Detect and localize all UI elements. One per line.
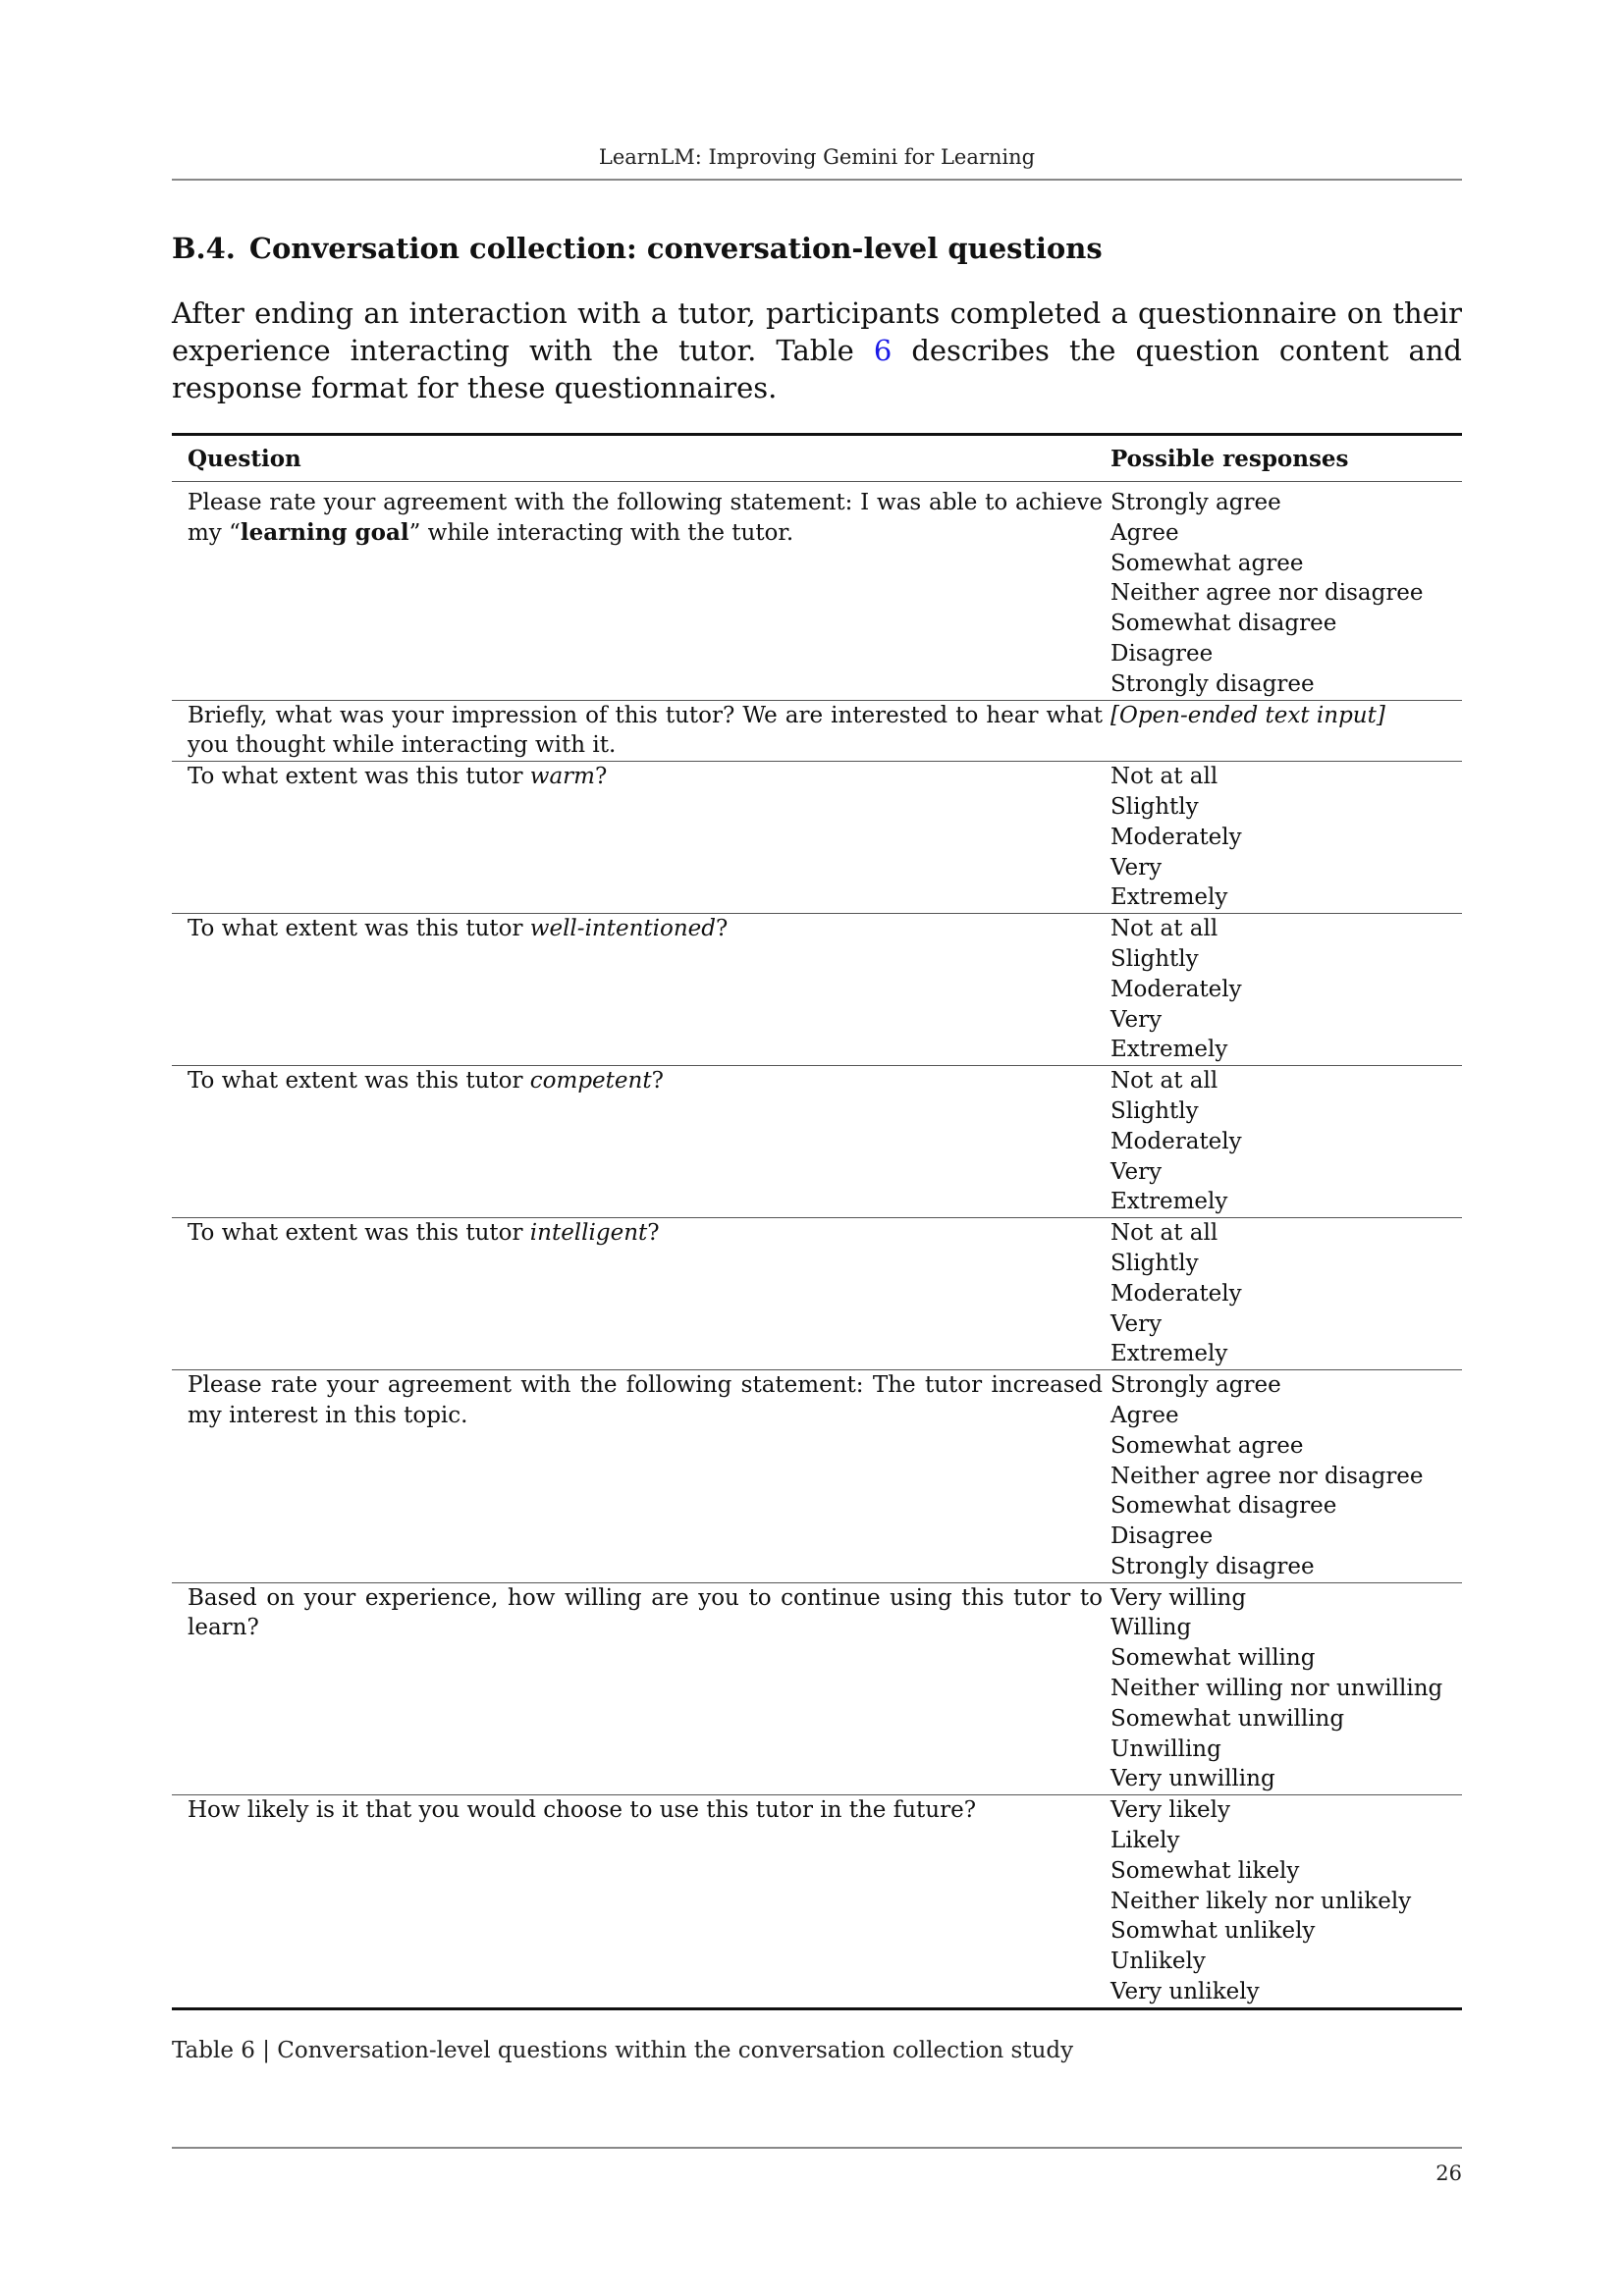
question-emphasis-italic: intelligent: [529, 1220, 648, 1247]
response-option: Agree: [1110, 519, 1179, 546]
running-header: LearnLM: Improving Gemini for Learning: [598, 145, 1036, 169]
response-option: Somewhat agree: [1110, 550, 1304, 576]
question-emphasis-italic: warm: [529, 764, 595, 790]
question-emphasis-bold: learning goal: [240, 518, 409, 546]
response-option: Moderately: [1110, 1280, 1242, 1307]
table-row: [172, 482, 1462, 701]
response-option: Likely: [1110, 1828, 1180, 1854]
response-option: Not at all: [1110, 764, 1218, 790]
question-cell: [172, 1370, 1110, 1582]
question-text-end: ?: [595, 764, 608, 790]
responses-cell: [1110, 1218, 1462, 1369]
question-cell: [172, 1066, 1110, 1217]
table-header: [172, 436, 1462, 482]
response-option: Very: [1110, 1310, 1163, 1337]
question-text: Please rate your agreement with the following statement: I was able to achieve my “: [188, 490, 1103, 546]
responses-cell: [1110, 914, 1462, 1065]
response-option: Moderately: [1110, 1128, 1242, 1154]
question-text: Briefly, what was your impression of this tutor? We are interested to hear what you thought while interacting with it.: [188, 702, 1103, 759]
response-option: Somewhat disagree: [1110, 1493, 1337, 1520]
question-text: To what extent was this tutor: [188, 764, 530, 790]
question-cell: [172, 914, 1110, 1065]
response-option: Very unlikely: [1110, 1979, 1260, 2005]
table-row: [172, 1795, 1462, 2007]
table-row: [172, 1218, 1462, 1370]
table-row: [172, 1066, 1462, 1218]
responses-cell: [1110, 762, 1462, 913]
response-option: Neither agree nor disagree: [1110, 1463, 1424, 1489]
question-cell: [172, 488, 1110, 700]
question-text: To what extent was this tutor: [188, 916, 530, 942]
response-option: Neither likely nor unlikely: [1110, 1888, 1412, 1914]
response-option: Very: [1110, 1006, 1163, 1033]
response-option: Very likely: [1110, 1797, 1231, 1824]
section-title: Conversation collection: conversation-level questions: [248, 232, 1103, 265]
intro-text-before: After ending an interaction with a tutor, participants completed a questionnaire on their experience interacting with the tutor. Table: [172, 296, 1462, 367]
response-option: Extremely: [1110, 1341, 1228, 1367]
question-text-end: ?: [647, 1220, 660, 1247]
response-option: Neither willing nor unwilling: [1110, 1676, 1443, 1702]
open-response: [Open-ended text input]: [1110, 702, 1385, 728]
question-text-end: ?: [651, 1068, 664, 1095]
response-option: Agree: [1110, 1402, 1179, 1428]
question-text: To what extent was this tutor: [188, 1068, 530, 1095]
response-option: Disagree: [1110, 640, 1214, 667]
question-emphasis-italic: competent: [529, 1068, 652, 1095]
question-text: How likely is it that you would choose to use this tutor in the future?: [188, 1797, 977, 1824]
response-option: Slightly: [1110, 1097, 1199, 1124]
response-option: Slightly: [1110, 793, 1199, 820]
question-text: Please rate your agreement with the following statement: The tutor increased my interest in this topic.: [188, 1372, 1103, 1428]
response-option: Neither agree nor disagree: [1110, 580, 1424, 607]
responses-cell: [1110, 1583, 1462, 1795]
response-option: Somwhat unlikely: [1110, 1918, 1316, 1945]
response-option: Slightly: [1110, 945, 1199, 972]
intro-text-after: describes the question content and response format for these questionnaires.: [172, 334, 1462, 404]
response-option: Strongly disagree: [1110, 1553, 1315, 1579]
responses-cell: [1110, 1066, 1462, 1217]
page-number: 26: [1435, 2162, 1462, 2185]
response-option: Disagree: [1110, 1523, 1214, 1550]
response-option: Very willing: [1110, 1584, 1247, 1611]
response-option: Not at all: [1110, 916, 1218, 942]
response-option: Unwilling: [1110, 1735, 1221, 1762]
question-text-end: ” while interacting with the tutor.: [408, 519, 794, 546]
table-reference-link[interactable]: 6: [873, 334, 893, 367]
responses-cell: [1110, 701, 1462, 762]
table-caption: Table 6 | Conversation-level questions within the conversation collection study: [172, 2038, 1074, 2063]
questions-table: [172, 433, 1462, 2010]
response-option: Moderately: [1110, 976, 1242, 1002]
response-option: Somewhat likely: [1110, 1857, 1300, 1884]
table-row: [172, 914, 1462, 1066]
response-option: Not at all: [1110, 1068, 1218, 1095]
question-emphasis-italic: well-intentioned: [529, 916, 716, 942]
question-cell: [172, 701, 1110, 762]
question-text-end: ?: [716, 916, 729, 942]
response-option: Strongly agree: [1110, 490, 1281, 515]
response-option: Extremely: [1110, 884, 1228, 911]
question-cell: [172, 1795, 1110, 2007]
response-option: Strongly disagree: [1110, 670, 1315, 697]
response-option: Slightly: [1110, 1250, 1199, 1276]
table-row: [172, 1583, 1462, 1796]
table-row: [172, 1370, 1462, 1583]
response-option: Extremely: [1110, 1189, 1228, 1215]
responses-cell: [1110, 1370, 1462, 1582]
section-heading: [172, 232, 1103, 265]
intro-paragraph: [172, 294, 1462, 406]
response-option: Somewhat agree: [1110, 1432, 1304, 1459]
header-rule: [172, 179, 1462, 181]
section-number: B.4.: [172, 232, 236, 265]
response-option: Willing: [1110, 1615, 1192, 1641]
question-cell: [172, 762, 1110, 913]
response-option: Somewhat disagree: [1110, 611, 1337, 637]
response-option: Very: [1110, 1158, 1163, 1185]
response-option: Somewhat willing: [1110, 1645, 1316, 1672]
table-row: [172, 762, 1462, 914]
question-cell: [172, 1583, 1110, 1795]
header-responses: Possible responses: [1110, 445, 1349, 472]
response-option: Somewhat unwilling: [1110, 1705, 1345, 1732]
response-option: Not at all: [1110, 1220, 1218, 1247]
response-option: Very unwilling: [1110, 1766, 1275, 1792]
question-text: Based on your experience, how willing are you to continue using this tutor to learn?: [188, 1584, 1103, 1641]
table-row: [172, 701, 1462, 763]
header-question: Question: [188, 445, 301, 472]
responses-cell: [1110, 1795, 1462, 2007]
response-option: Strongly agree: [1110, 1372, 1281, 1399]
response-option: Unlikely: [1110, 1949, 1206, 1975]
question-text: To what extent was this tutor: [188, 1220, 530, 1247]
question-cell: [172, 1218, 1110, 1369]
response-option: Moderately: [1110, 824, 1242, 850]
responses-cell: [1110, 488, 1462, 700]
response-option: Very: [1110, 854, 1163, 881]
table-body: [172, 482, 1462, 2007]
footer-rule: [172, 2147, 1462, 2149]
response-option: Extremely: [1110, 1037, 1228, 1063]
